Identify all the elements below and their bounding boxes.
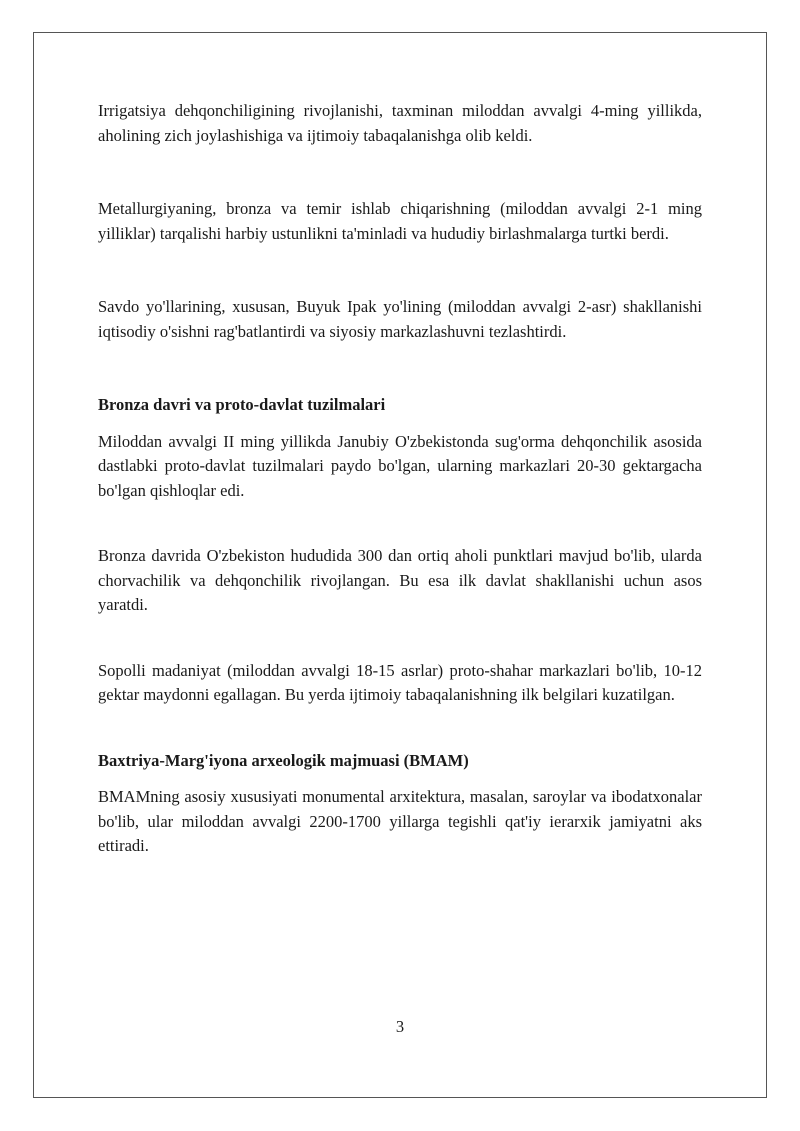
paragraph-metallurgy: Metallurgiyaning, bronza va temir ishlab chiqarishning (miloddan avvalgi 2-1 ming yilliklar) tarqalishi harbiy ustunlikni ta'minladi va hududiy birlashmalarga turtki berdi.	[98, 199, 702, 243]
section-heading-bmam: Baxtriya-Marg'iyona arxeologik majmuasi (BMAM)	[98, 750, 469, 770]
paragraph-proto-state: Miloddan avvalgi II ming yillikda Janubiy O'zbekistonda sug'orma dehqonchilik asosida dastlabki proto-davlat tuzilmalari paydo bo'lgan, ularning markazlari 20-30 gektargacha bo'lgan qishloqlar edi.	[98, 431, 702, 500]
section-heading-bronze-age: Bronza davri va proto-davlat tuzilmalari	[98, 395, 386, 414]
paragraph-bmam: BMAMning asosiy xususiyati monumental arxitektura, masalan, saroylar va ibodatxonalar bo'lib, ular miloddan avvalgi 2200-1700 yillarga tegishli qat'iy ierarxik jamiyatni aks ettiradi.	[98, 787, 702, 855]
document-page	[33, 32, 767, 1098]
paragraph-sopolli: Sopolli madaniyat (miloddan avvalgi 18-15 asrlar) proto-shahar markazlari bo'lib, 10-12 gektar maydonni egallagan. Bu yerda ijtimoiy tabaqalanishning ilk belgilari kuzatilgan.	[98, 660, 702, 704]
paragraph-trade-routes: Savdo yo'llarining, xususan, Buyuk Ipak yo'lining (miloddan avvalgi 2-asr) shakllanishi iqtisodiy o'sishni rag'batlantirdi va siyosiy markazlashuvni tezlashtirdi.	[98, 297, 702, 341]
paragraph-settlements: Bronza davrida O'zbekiston hududida 300 dan ortiq aholi punktlari mavjud bo'lib, ularda chorvachilik va dehqonchilik rivojlangan. Bu esa ilk davlat shakllanishi uchun asos yaratdi.	[98, 546, 702, 614]
page-number: 3	[395, 1017, 405, 1036]
page-content	[98, 99, 702, 859]
paragraph-irrigation: Irrigatsiya dehqonchiligining rivojlanishi, taxminan miloddan avvalgi 4-ming yillikda, aholining zich joylashishiga va ijtimoiy tabaqalanishga olib keldi.	[98, 101, 702, 145]
